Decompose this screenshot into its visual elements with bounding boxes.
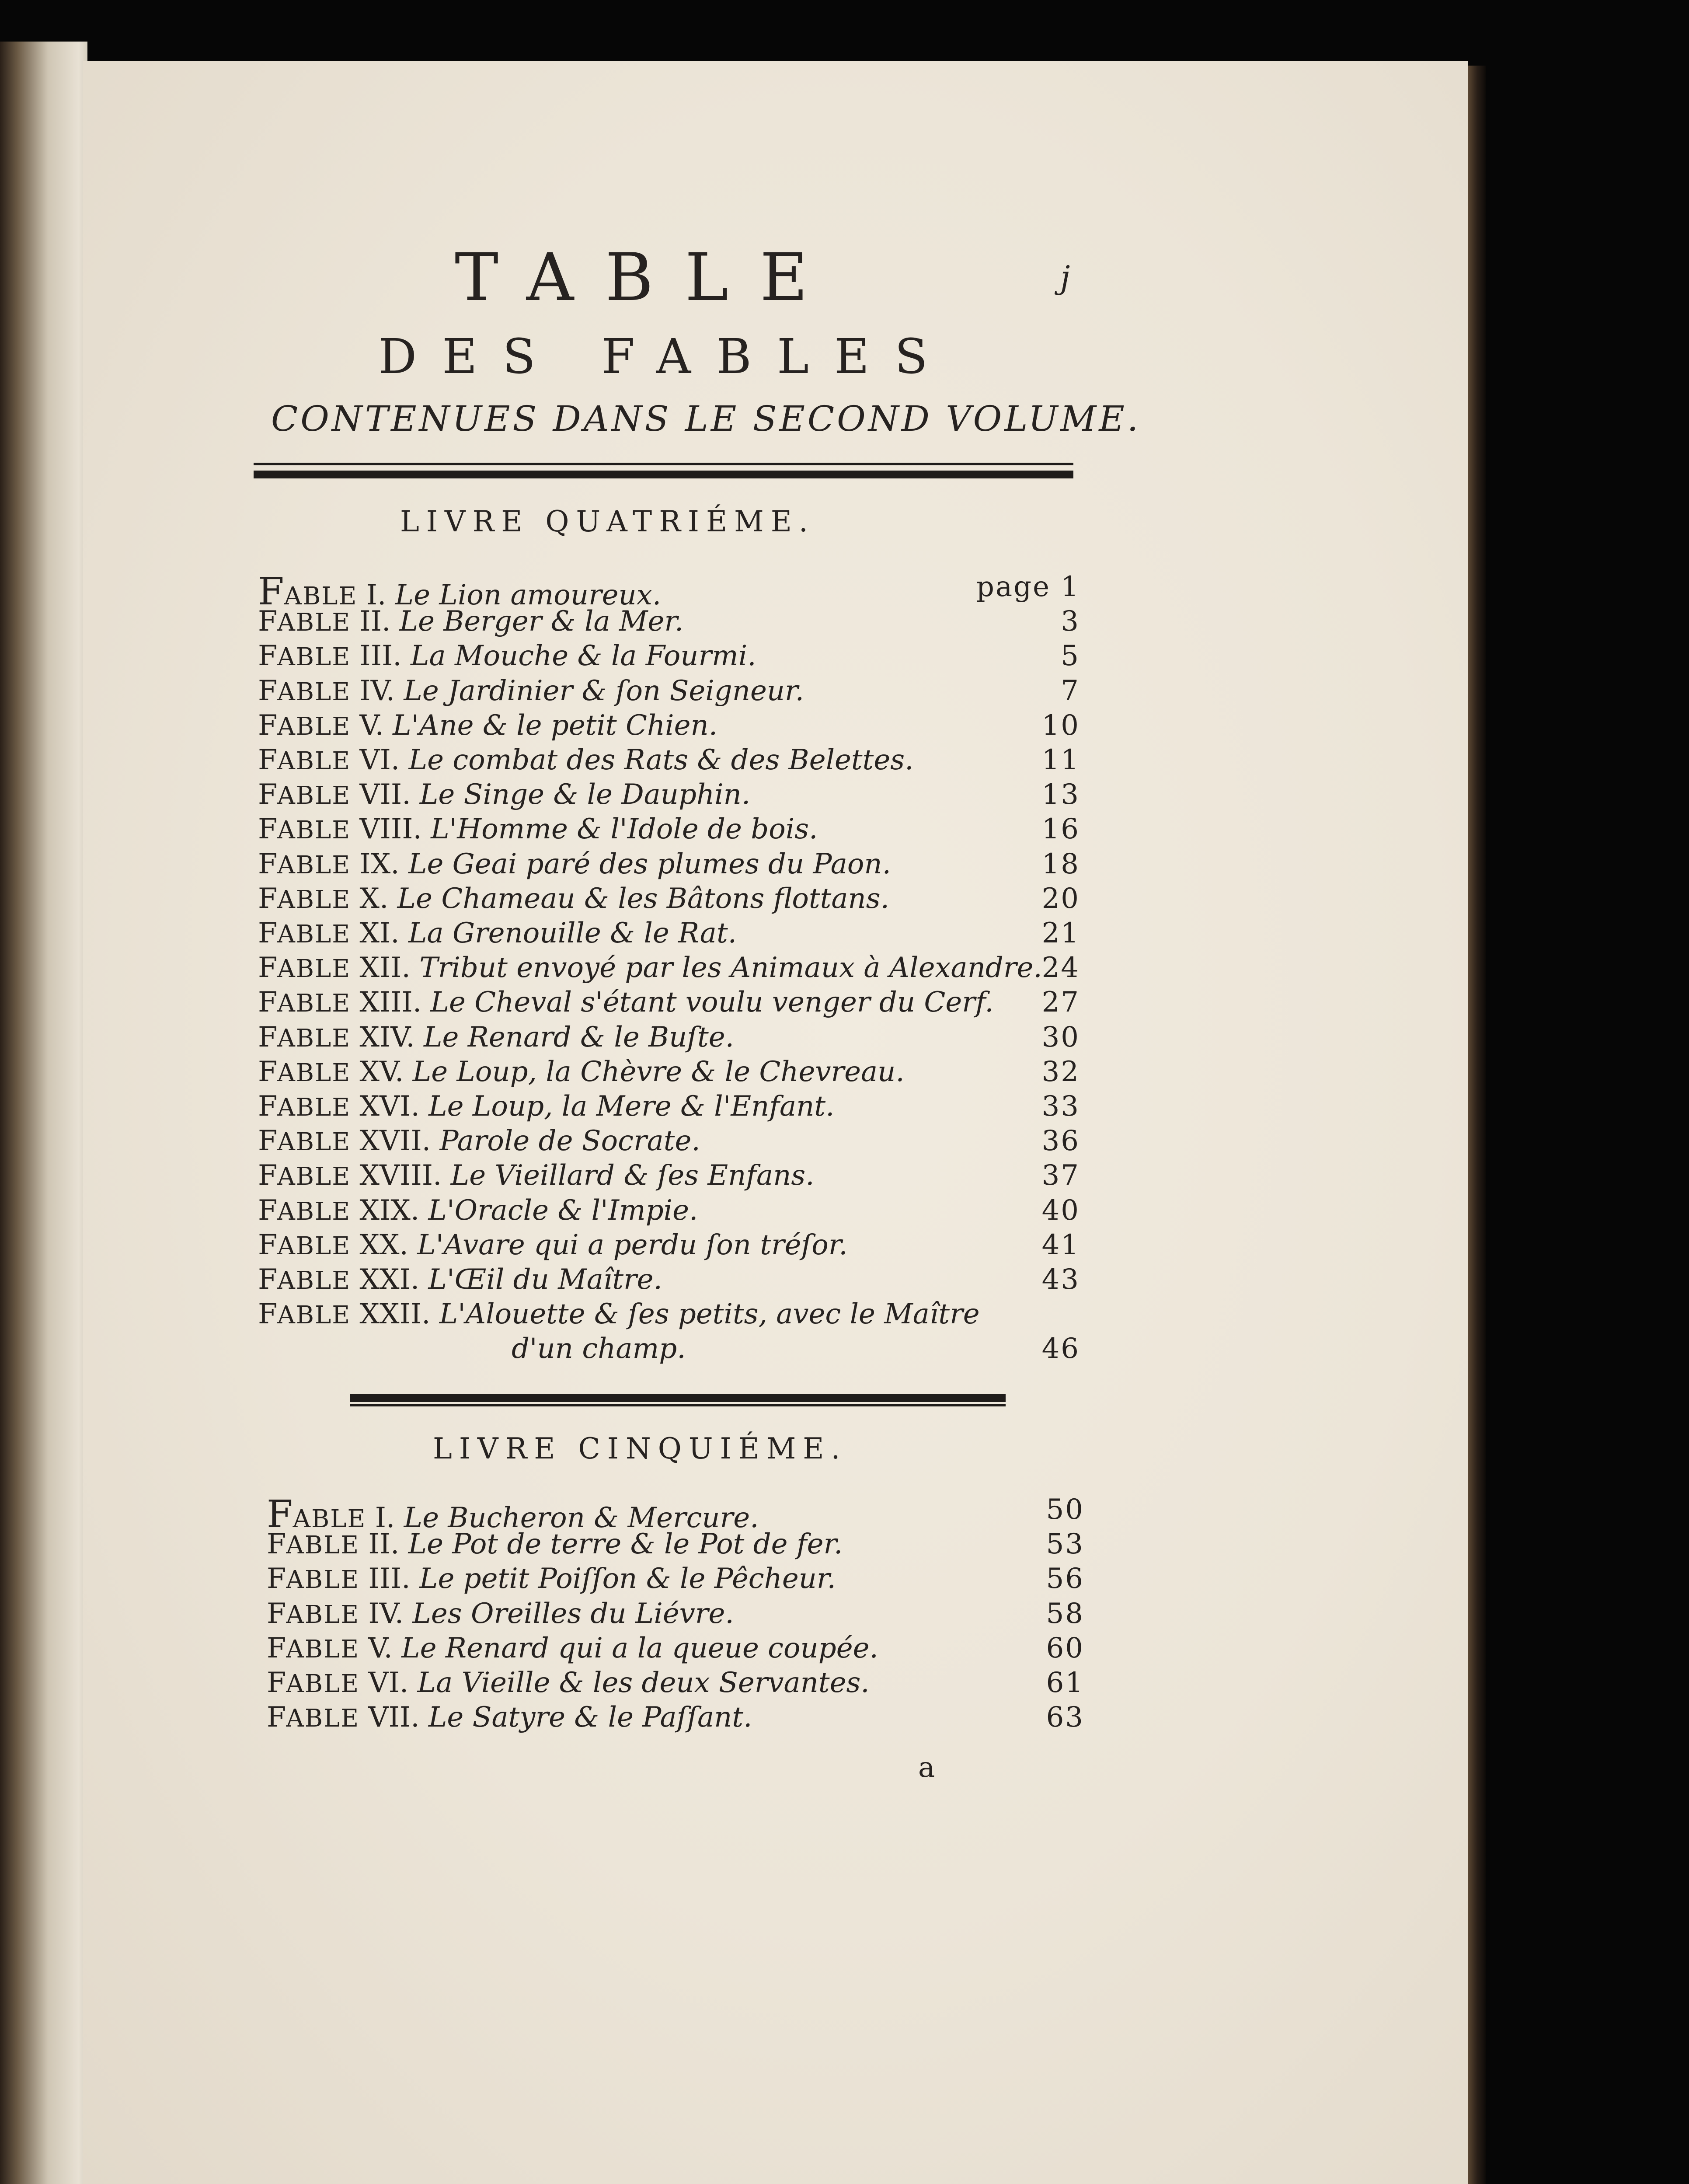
page-number: 46 — [1041, 1333, 1080, 1365]
page-number: 11 — [1041, 744, 1080, 776]
toc-entry — [267, 1597, 1084, 1635]
page-number: 13 — [1041, 778, 1080, 811]
toc-entry — [258, 1228, 1080, 1266]
fable-title: Le Pot de terre & le Pot de fer. — [408, 1528, 843, 1561]
page-number: 3 — [1061, 605, 1080, 638]
fable-title: Parole de Socrate. — [439, 1125, 700, 1158]
page-subtitle: CONTENUES DANS LE SECOND VOLUME. — [271, 398, 1141, 439]
page-number: 50 — [1046, 1493, 1084, 1526]
toc-entry — [258, 850, 1080, 885]
book4-heading: LIVRE QUATRIÉME. — [400, 505, 815, 538]
title-rule-bottom — [254, 471, 1073, 478]
toc-entry — [258, 988, 1080, 1023]
book5-heading: LIVRE CINQUIÉME. — [433, 1432, 847, 1465]
toc-entry — [267, 1530, 1084, 1565]
fable-label: FABLE VIII. L'Homme & l'Idole de bois. — [258, 813, 818, 846]
page-number: 7 — [1061, 674, 1080, 707]
page-right-edge — [1468, 66, 1486, 2184]
page-title: TABLE — [455, 240, 839, 316]
page-title-line2: DES FABLES — [378, 328, 953, 384]
fable-label: FABLE XII. Tribut envoyé par les Animaux à Alexandre. — [258, 952, 1042, 984]
page-number: 60 — [1046, 1632, 1084, 1664]
page-number: 58 — [1046, 1597, 1084, 1630]
fable-title: Le petit Poiſſon & le Pêcheur. — [419, 1563, 836, 1595]
fable-title: Le Bucheron & Mercure. — [404, 1502, 759, 1534]
page-number: 16 — [1041, 813, 1080, 846]
toc-entry — [258, 778, 1080, 816]
toc-entry — [258, 1055, 1080, 1093]
fable-label: FABLE XXII. L'Alouette & ſes petits, avec le Maître — [258, 1298, 980, 1331]
toc-entry — [258, 815, 1080, 850]
fable-title: Le Loup, la Chèvre & le Chevreau. — [412, 1055, 905, 1088]
fable-label: FABLE IV. Le Jardinier & ſon Seigneur. — [258, 674, 804, 707]
page-number: 24 — [1041, 952, 1080, 984]
fable-label: FABLE XVII. Parole de Socrate. — [258, 1125, 700, 1158]
page-number: 53 — [1046, 1528, 1084, 1561]
fable-label: FABLE IX. Le Geai paré des plumes du Paon. — [258, 848, 891, 880]
page-number: 37 — [1041, 1159, 1080, 1192]
fable-title: Le Chameau & les Bâtons flottans. — [397, 882, 889, 915]
fable-label: FABLE XIII. Le Cheval s'étant voulu venger du Cerf. — [258, 986, 994, 1019]
page-number: 40 — [1041, 1194, 1080, 1227]
page-number: 61 — [1046, 1667, 1084, 1699]
toc-entry — [258, 709, 1080, 747]
fable-title: Le Geai paré des plumes du Paon. — [408, 848, 891, 880]
fable-label: FABLE X. Le Chameau & les Bâtons flottans. — [258, 882, 889, 915]
page-number: 21 — [1041, 917, 1080, 949]
fable-title: Le Singe & le Dauphin. — [419, 778, 751, 811]
toc-entry — [267, 1634, 1084, 1669]
toc-entry-continuation — [512, 1335, 1080, 1370]
toc-entry — [258, 1023, 1080, 1058]
page-number: 5 — [1061, 640, 1080, 673]
fable-title: L'Homme & l'Idole de bois. — [431, 813, 818, 846]
fable-label: FABLE VII. Le Singe & le Dauphin. — [258, 778, 751, 811]
page-number: 33 — [1041, 1090, 1080, 1123]
fable-title: Le Jardinier & ſon Seigneur. — [404, 674, 804, 707]
page-number: 30 — [1041, 1021, 1080, 1054]
fable-title: La Mouche & la Fourmi. — [410, 640, 756, 673]
fable-title: Le Satyre & le Paſſant. — [428, 1701, 752, 1734]
section-rule-top — [350, 1394, 1006, 1402]
page-number: 63 — [1046, 1701, 1084, 1734]
toc-entry — [267, 1669, 1084, 1704]
fable-label: FABLE XVIII. Le Vieillard & ſes Enfans. — [258, 1159, 815, 1192]
page-number: 27 — [1041, 986, 1080, 1019]
fable-title: Les Oreilles du Liévre. — [412, 1597, 734, 1630]
fable-label: FABLE II. Le Pot de terre & le Pot de fer. — [267, 1528, 843, 1561]
fable-label: FABLE I. Le Bucheron & Mercure. — [267, 1493, 759, 1536]
fable-label: FABLE IV. Les Oreilles du Liévre. — [267, 1597, 734, 1630]
fable-label: FABLE VII. Le Satyre & le Paſſant. — [267, 1701, 752, 1734]
folio-number: j — [1060, 259, 1070, 296]
fable-label: FABLE XXI. L'Œil du Maître. — [258, 1263, 662, 1296]
fable-title: Le Renard & le Buſte. — [423, 1021, 734, 1054]
book-binding-edge — [0, 42, 87, 2184]
fable-label: FABLE V. L'Ane & le petit Chien. — [258, 709, 718, 742]
fable-title: d'un champ. — [512, 1333, 686, 1365]
page-number: 20 — [1041, 882, 1080, 915]
toc-entry — [258, 882, 1080, 920]
fable-title: Le Renard qui a la queue coupée. — [401, 1632, 878, 1664]
fable-label: FABLE VI. La Vieille & les deux Servantes. — [267, 1667, 870, 1699]
fable-label: FABLE XI. La Grenouille & le Rat. — [258, 917, 737, 949]
fable-label: FABLE III. Le petit Poiſſon & le Pêcheur. — [267, 1563, 836, 1595]
toc-entry — [258, 746, 1080, 781]
fable-title: La Grenouille & le Rat. — [408, 917, 737, 949]
fable-label: FABLE III. La Mouche & la Fourmi. — [258, 640, 756, 673]
toc-entry — [258, 1159, 1080, 1197]
toc-entry — [258, 954, 1080, 989]
catchword: a — [918, 1751, 935, 1784]
fable-label: FABLE I. Le Lion amoureux. — [258, 570, 662, 614]
fable-title: L'Alouette & ſes petits, avec le Maître — [439, 1298, 980, 1331]
toc-entry — [258, 1300, 1080, 1335]
page-number: 18 — [1041, 848, 1080, 880]
fable-label: FABLE VI. Le combat des Rats & des Belettes. — [258, 744, 914, 776]
page-number: 41 — [1041, 1228, 1080, 1261]
title-rule-top — [254, 463, 1073, 465]
fable-title: Le Cheval s'étant voulu venger du Cerf. — [430, 986, 994, 1019]
toc-entry — [258, 919, 1080, 954]
toc-entry — [258, 570, 1080, 614]
fable-label: FABLE II. Le Berger & la Mer. — [258, 605, 684, 638]
fable-label: FABLE XIV. Le Renard & le Buſte. — [258, 1021, 734, 1054]
page-number: 43 — [1041, 1263, 1080, 1296]
fable-title: L'Avare qui a perdu ſon tréſor. — [417, 1228, 848, 1261]
page-number: 56 — [1046, 1563, 1084, 1595]
fable-label: FABLE XV. Le Loup, la Chèvre & le Chevreau. — [258, 1055, 905, 1088]
toc-entry — [258, 1194, 1080, 1232]
fable-title: Le Berger & la Mer. — [399, 605, 684, 638]
fable-title: L'Œil du Maître. — [428, 1263, 662, 1296]
toc-entry — [258, 607, 1080, 642]
fable-label: FABLE XVI. Le Loup, la Mere & l'Enfant. — [258, 1090, 835, 1123]
toc-entry — [258, 1263, 1080, 1301]
toc-entry — [258, 642, 1080, 677]
toc-entry — [267, 1703, 1084, 1738]
fable-title: Le combat des Rats & des Belettes. — [408, 744, 914, 776]
fable-title: Le Loup, la Mere & l'Enfant. — [428, 1090, 835, 1123]
toc-entry — [258, 1127, 1080, 1162]
fable-label: FABLE V. Le Renard qui a la queue coupée. — [267, 1632, 878, 1664]
fable-label: FABLE XX. L'Avare qui a perdu ſon tréſor. — [258, 1228, 848, 1261]
fable-title: La Vieille & les deux Servantes. — [417, 1667, 870, 1699]
fable-title: Tribut envoyé par les Animaux à Alexandre. — [419, 952, 1042, 984]
fable-label: FABLE XIX. L'Oracle & l'Impie. — [258, 1194, 698, 1227]
fable-title: Le Vieillard & ſes Enfans. — [450, 1159, 815, 1192]
fable-title: Le Lion amoureux. — [395, 579, 662, 611]
toc-entry — [267, 1493, 1084, 1536]
section-rule-bottom — [350, 1404, 1006, 1406]
fable-title: L'Ane & le petit Chien. — [393, 709, 718, 742]
page-number: 36 — [1041, 1125, 1080, 1158]
fable-title: L'Oracle & l'Impie. — [428, 1194, 698, 1227]
toc-entry — [258, 1092, 1080, 1127]
toc-entry — [258, 674, 1080, 712]
page-number: 10 — [1041, 709, 1080, 742]
page-number: page 1 — [976, 571, 1080, 603]
page-number: 32 — [1041, 1055, 1080, 1088]
toc-entry — [267, 1565, 1084, 1600]
